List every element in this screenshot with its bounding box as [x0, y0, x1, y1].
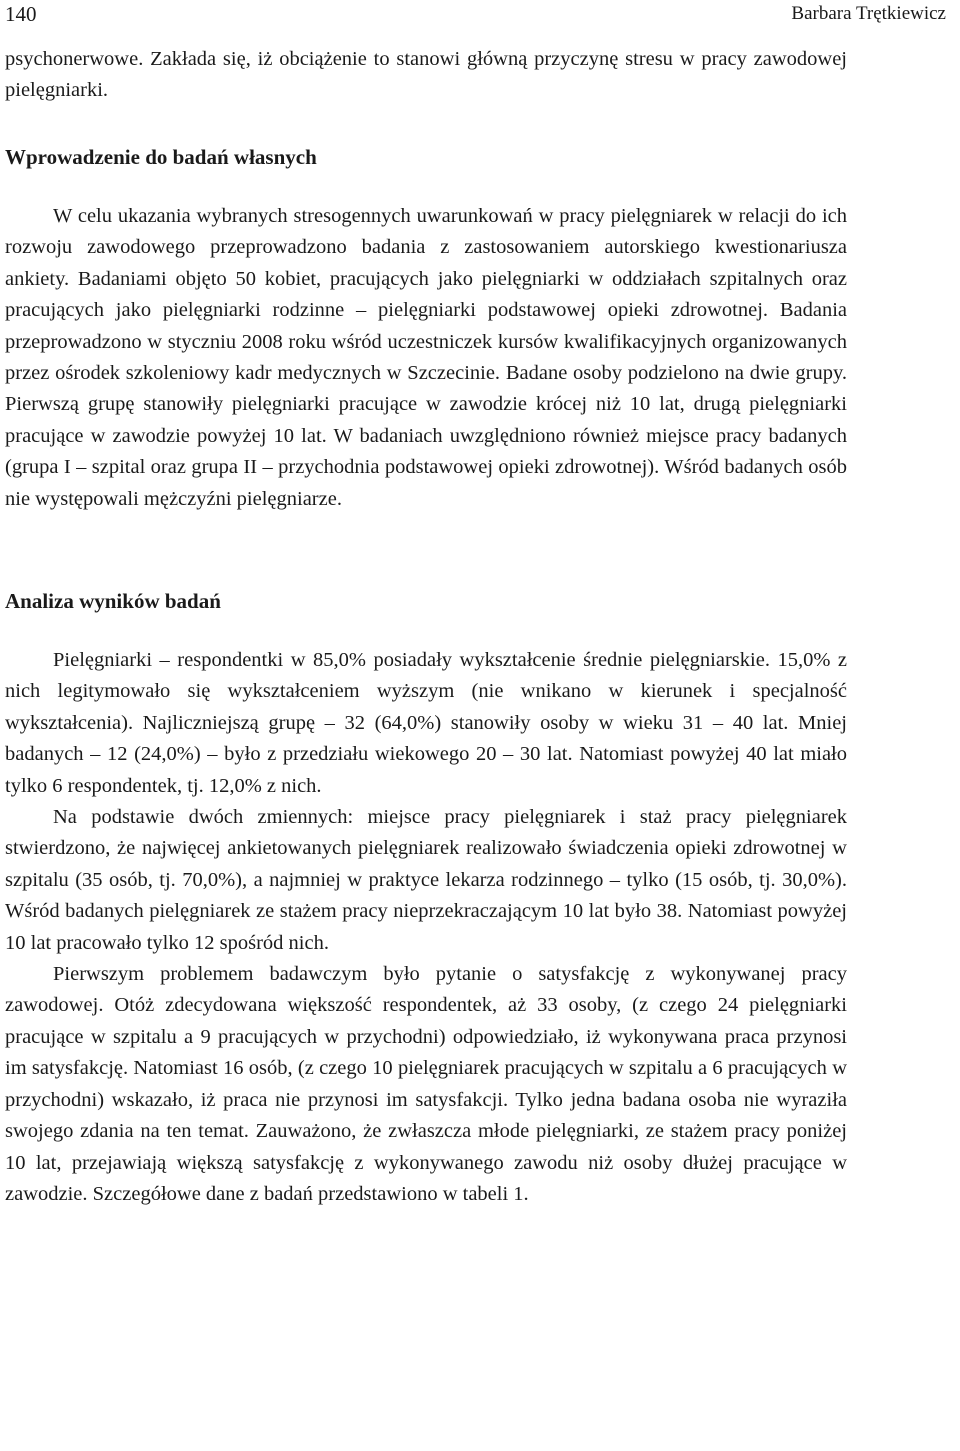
- paragraph: Pierwszym problemem badawczym było pytanie o satysfakcję z wykonywanej pracy zawodowej. Otóż zdecydowana większość respondentek, aż 33 osoby, (z czego 24 pielęgniarki pracujące w szpitalu a 9 pracujących w przychodni) odpowiedziało, iż wykonywana praca przynosi im satysfakcję. Natomiast 16 osób, (z czego 10 pielęgniarek pracujących w szpitalu a 6 pracujących w przychodni) wskazało, iż praca nie przynosi im satysfakcji. Tylko jedna badana osoba nie wyraziła swojego zdania na ten temat. Zauważono, że zwłaszcza młode pielęgniarki, ze stażem pracy poniżej 10 lat, przejawiają większą satysfakcję z wykonywanego zawodu niż osoby dłużej pracujące w zawodzie. Szczegółowe dane z badań przedstawiono w tabeli 1.: [5, 963, 847, 1205]
- continuation-paragraph-block: [5, 44, 847, 107]
- section-results-analysis-body: [5, 645, 847, 1210]
- paragraph: Na podstawie dwóch zmiennych: miejsce pracy pielęgniarek i staż pracy pielęgniarek stwierdzono, że najwięcej ankietowanych pielęgniarek realizowało świadczenia opieki zdrowotnej w szpitalu (35 osób, tj. 70,0%), a najmniej w praktyce lekarza rodzinnego – tylko (15 osób, tj. 30,0%). Wśród badanych pielęgniarek ze stażem pracy nieprzekraczającym 10 lat było 38. Natomiast powyżej 10 lat pracowało tylko 12 spośród nich.: [5, 806, 847, 954]
- section-introduction-body: [5, 201, 847, 515]
- continuation-paragraph: psychonerwowe. Zakłada się, iż obciążenie to stanowi główną przyczynę stresu w pracy zawodowej pielęgniarki.: [5, 48, 847, 102]
- paragraph: W celu ukazania wybranych stresogennych uwarunkowań w pracy pielęgniarek w relacji do ich rozwoju zawodowego przeprowadzono badania z zastosowaniem autorskiego kwestionariusza ankiety. Badaniami objęto 50 kobiet, pracujących jako pielęgniarki w oddziałach szpitalnych oraz pracujących jako pielęgniarki rodzinne – pielęgniarki podstawowej opieki zdrowotnej. Badania przeprowadzono w styczniu 2008 roku wśród uczestniczek kursów kwalifikacyjnych organizowanych przez ośrodek szkoleniowy kadr medycznych w Szczecinie. Badane osoby podzielono na dwie grupy. Pierwszą grupę stanowiły pielęgniarki pracujące w zawodzie krócej niż 10 lat, drugą pielęgniarki pracujące w zawodzie powyżej 10 lat. W badaniach uwzględniono również miejsce pracy badanych (grupa I – szpital oraz grupa II – przychodnia podstawowej opieki zdrowotnej). Wśród badanych osób nie występowali mężczyźni pielęgniarze.: [5, 205, 847, 510]
- page-number: 140: [5, 2, 37, 26]
- running-header-author: Barbara Trętkiewicz: [791, 3, 946, 24]
- section-heading-results-analysis: Analiza wyników badań: [5, 589, 221, 613]
- paragraph: Pielęgniarki – respondentki w 85,0% posiadały wykształcenie średnie pielęgniarskie. 15,0% z nich legitymowało się wykształceniem wyższym (nie wnikano w kierunek i specjalność wykształcenia). Najliczniejszą grupę – 32 (64,0%) stanowiły osoby w wieku 31 – 40 lat. Mniej badanych – 12 (24,0%) – było z przedziału wiekowego 20 – 30 lat. Natomiast powyżej 40 lat miało tylko 6 respondentek, tj. 12,0% z nich.: [5, 649, 847, 797]
- section-heading-introduction: Wprowadzenie do badań własnych: [5, 145, 317, 169]
- running-header: [5, 0, 946, 30]
